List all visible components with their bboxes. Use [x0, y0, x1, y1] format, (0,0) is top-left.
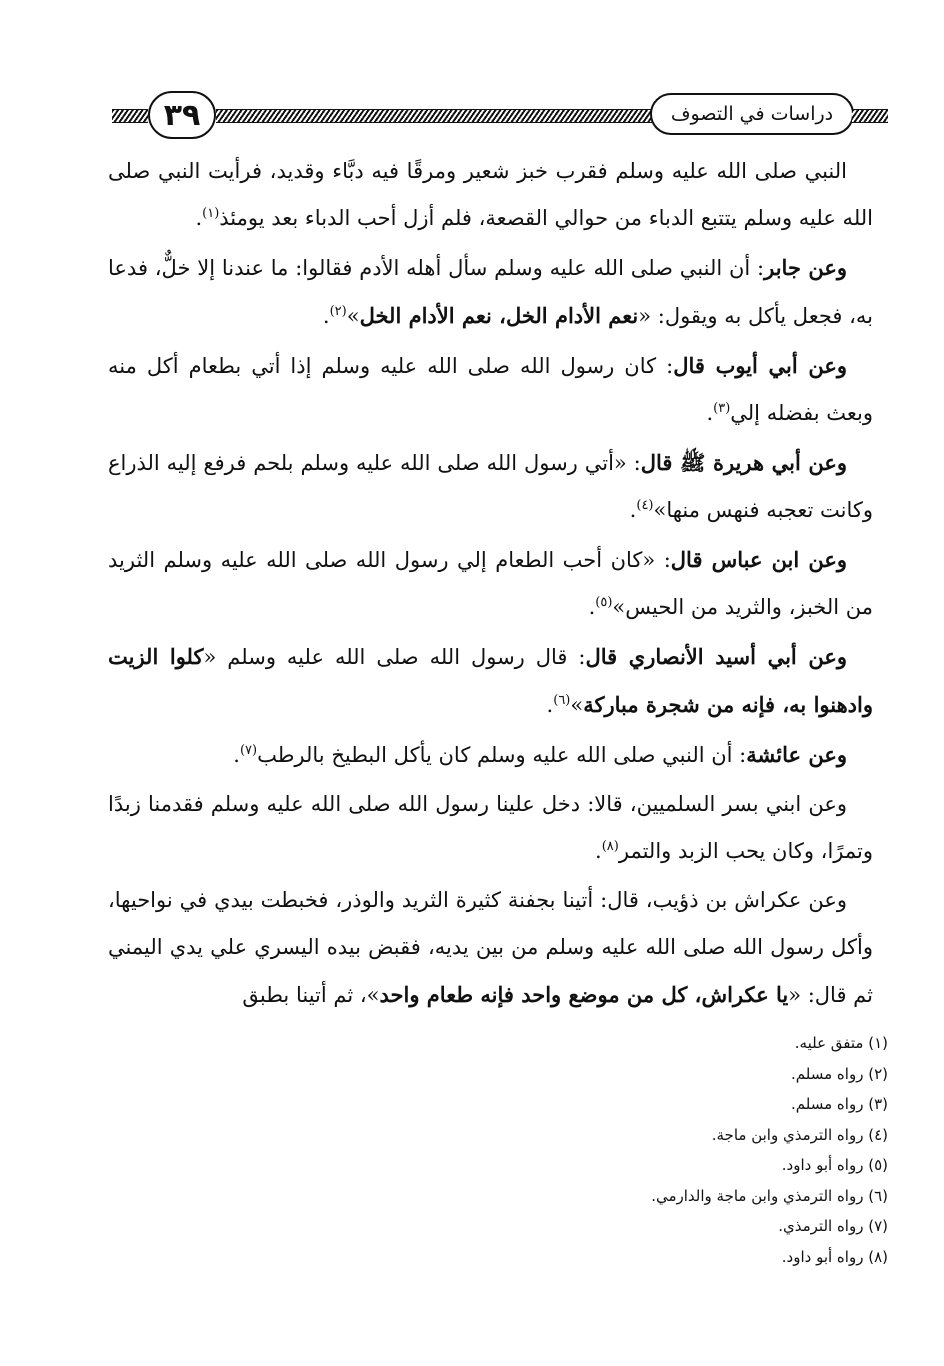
text-run: »	[346, 304, 360, 328]
bold-text: وعن أبي أيوب قال	[673, 353, 847, 378]
bold-text: وعن جابر	[764, 255, 848, 280]
bold-text: كلوا الزيت وادهنوا به، فإنه من شجرة مباركة	[108, 644, 873, 717]
footnote-marker: (٧)	[239, 743, 258, 758]
header-ornament-right	[852, 109, 888, 123]
footnote: (٨) رواه أبو داود.	[781, 1247, 888, 1266]
paragraph	[108, 342, 873, 437]
body-text	[108, 148, 873, 1021]
footnote: (٧) رواه الترمذي.	[778, 1217, 888, 1235]
text-run: : أن النبي صلى الله عليه وسلم كان يأكل البطيخ بالرطب	[257, 743, 747, 767]
text-run: .	[195, 206, 203, 230]
paragraph	[108, 877, 873, 1019]
footnote-marker: (٣)	[713, 401, 731, 416]
text-run: .	[706, 401, 714, 425]
text-run: وعن ابني بسر السلميين، قالا: دخل علينا رسول الله صلى الله عليه وسلم فقدمنا زبدًا وتمرًا، وكان يحب الزبد والتمر	[108, 792, 873, 863]
page-header	[112, 83, 888, 143]
footnote-marker: (٦)	[553, 693, 571, 708]
paragraph	[108, 148, 873, 242]
header-ornament-left	[112, 109, 148, 123]
text-run: .	[233, 743, 240, 767]
text-run: »	[570, 693, 584, 717]
page-number: ٣٩	[163, 97, 201, 133]
bold-text: وعن أبي أسيد الأنصاري قال	[585, 644, 847, 669]
text-run: وعن عكراش بن ذؤيب، قال: أتينا بجفنة كثيرة الثريد والوذر، فخبطت بيدي في نواحيها، وأكل رسول الله صلى الله عليه وسلم من بين يديه، فقبض بيده اليسري علي يدي اليمني ثم قال: «	[108, 888, 873, 1007]
text-run: .	[588, 595, 596, 619]
bold-text: وعن عائشة	[746, 742, 847, 767]
paragraph	[108, 731, 873, 779]
paragraph	[108, 633, 873, 729]
page-number-badge	[148, 91, 216, 139]
footnote-marker: (٨)	[601, 839, 619, 854]
paragraph	[108, 781, 873, 875]
text-run: النبي صلى الله عليه وسلم فقرب خبز شعير ومرقًا فيه دبَّاء وقديد، فرأيت النبي صلى الله عليه وسلم يتتبع الدباء من حوالي القصعة، فلم أزل أحب الدباء بعد يومئذ	[108, 159, 873, 230]
text-run: »، ثم أتينا بطبق	[242, 983, 380, 1007]
text-run: : أن النبي صلى الله عليه وسلم سأل أهله الأدم فقالوا: ما عندنا إلا خلٌّ، فدعا به، فجعل يأكل به ويقول: «	[108, 256, 873, 328]
paragraph	[108, 536, 873, 631]
footnote: (٦) رواه الترمذي وابن ماجة والدارمي.	[651, 1186, 888, 1205]
paragraph	[108, 244, 873, 340]
footnotes-list	[508, 1028, 888, 1272]
paragraph	[108, 439, 873, 534]
text-run: .	[629, 498, 637, 522]
running-title-badge	[650, 93, 854, 135]
text-run: .	[546, 693, 554, 717]
footnote: (٤) رواه الترمذي وابن ماجة.	[711, 1125, 888, 1144]
bold-text: نعم الأدام الخل، نعم الأدام الخل	[359, 303, 639, 328]
footnote-marker: (٢)	[329, 304, 347, 319]
bold-text: وعن ابن عباس قال	[670, 547, 847, 572]
bold-text: يا عكراش، كل من موضع واحد فإنه طعام واحد	[379, 982, 789, 1007]
running-title: دراسات في التصوف	[670, 103, 834, 125]
text-run: : قال رسول الله صلى الله عليه وسلم «	[203, 645, 586, 669]
text-run: .	[595, 839, 602, 863]
text-run: .	[322, 304, 330, 328]
footnote: (٥) رواه أبو داود.	[781, 1156, 888, 1174]
text-run: : «أتي رسول الله صلى الله عليه وسلم بلحم فرفع إليه الذراع وكانت تعجبه فنهس منها»	[108, 451, 873, 522]
footnote-marker: (٥)	[595, 595, 613, 610]
footnote: (١) متفق عليه.	[794, 1034, 888, 1052]
text-run: : «كان أحب الطعام إلي رسول الله صلى الله عليه وسلم الثريد من الخبز، والثريد من الحيس»	[108, 548, 873, 619]
bold-text: وعن أبي هريرة ﷺ قال	[640, 450, 847, 475]
footnote-marker: (٤)	[636, 498, 654, 513]
text-run: : كان رسول الله صلى الله عليه وسلم إذا أتي بطعام أكل منه وبعث بفضله إلي	[108, 354, 873, 425]
footnote-marker: (١)	[202, 206, 220, 221]
footnote: (٢) رواه مسلم.	[791, 1064, 888, 1083]
footnote: (٣) رواه مسلم.	[791, 1095, 888, 1113]
